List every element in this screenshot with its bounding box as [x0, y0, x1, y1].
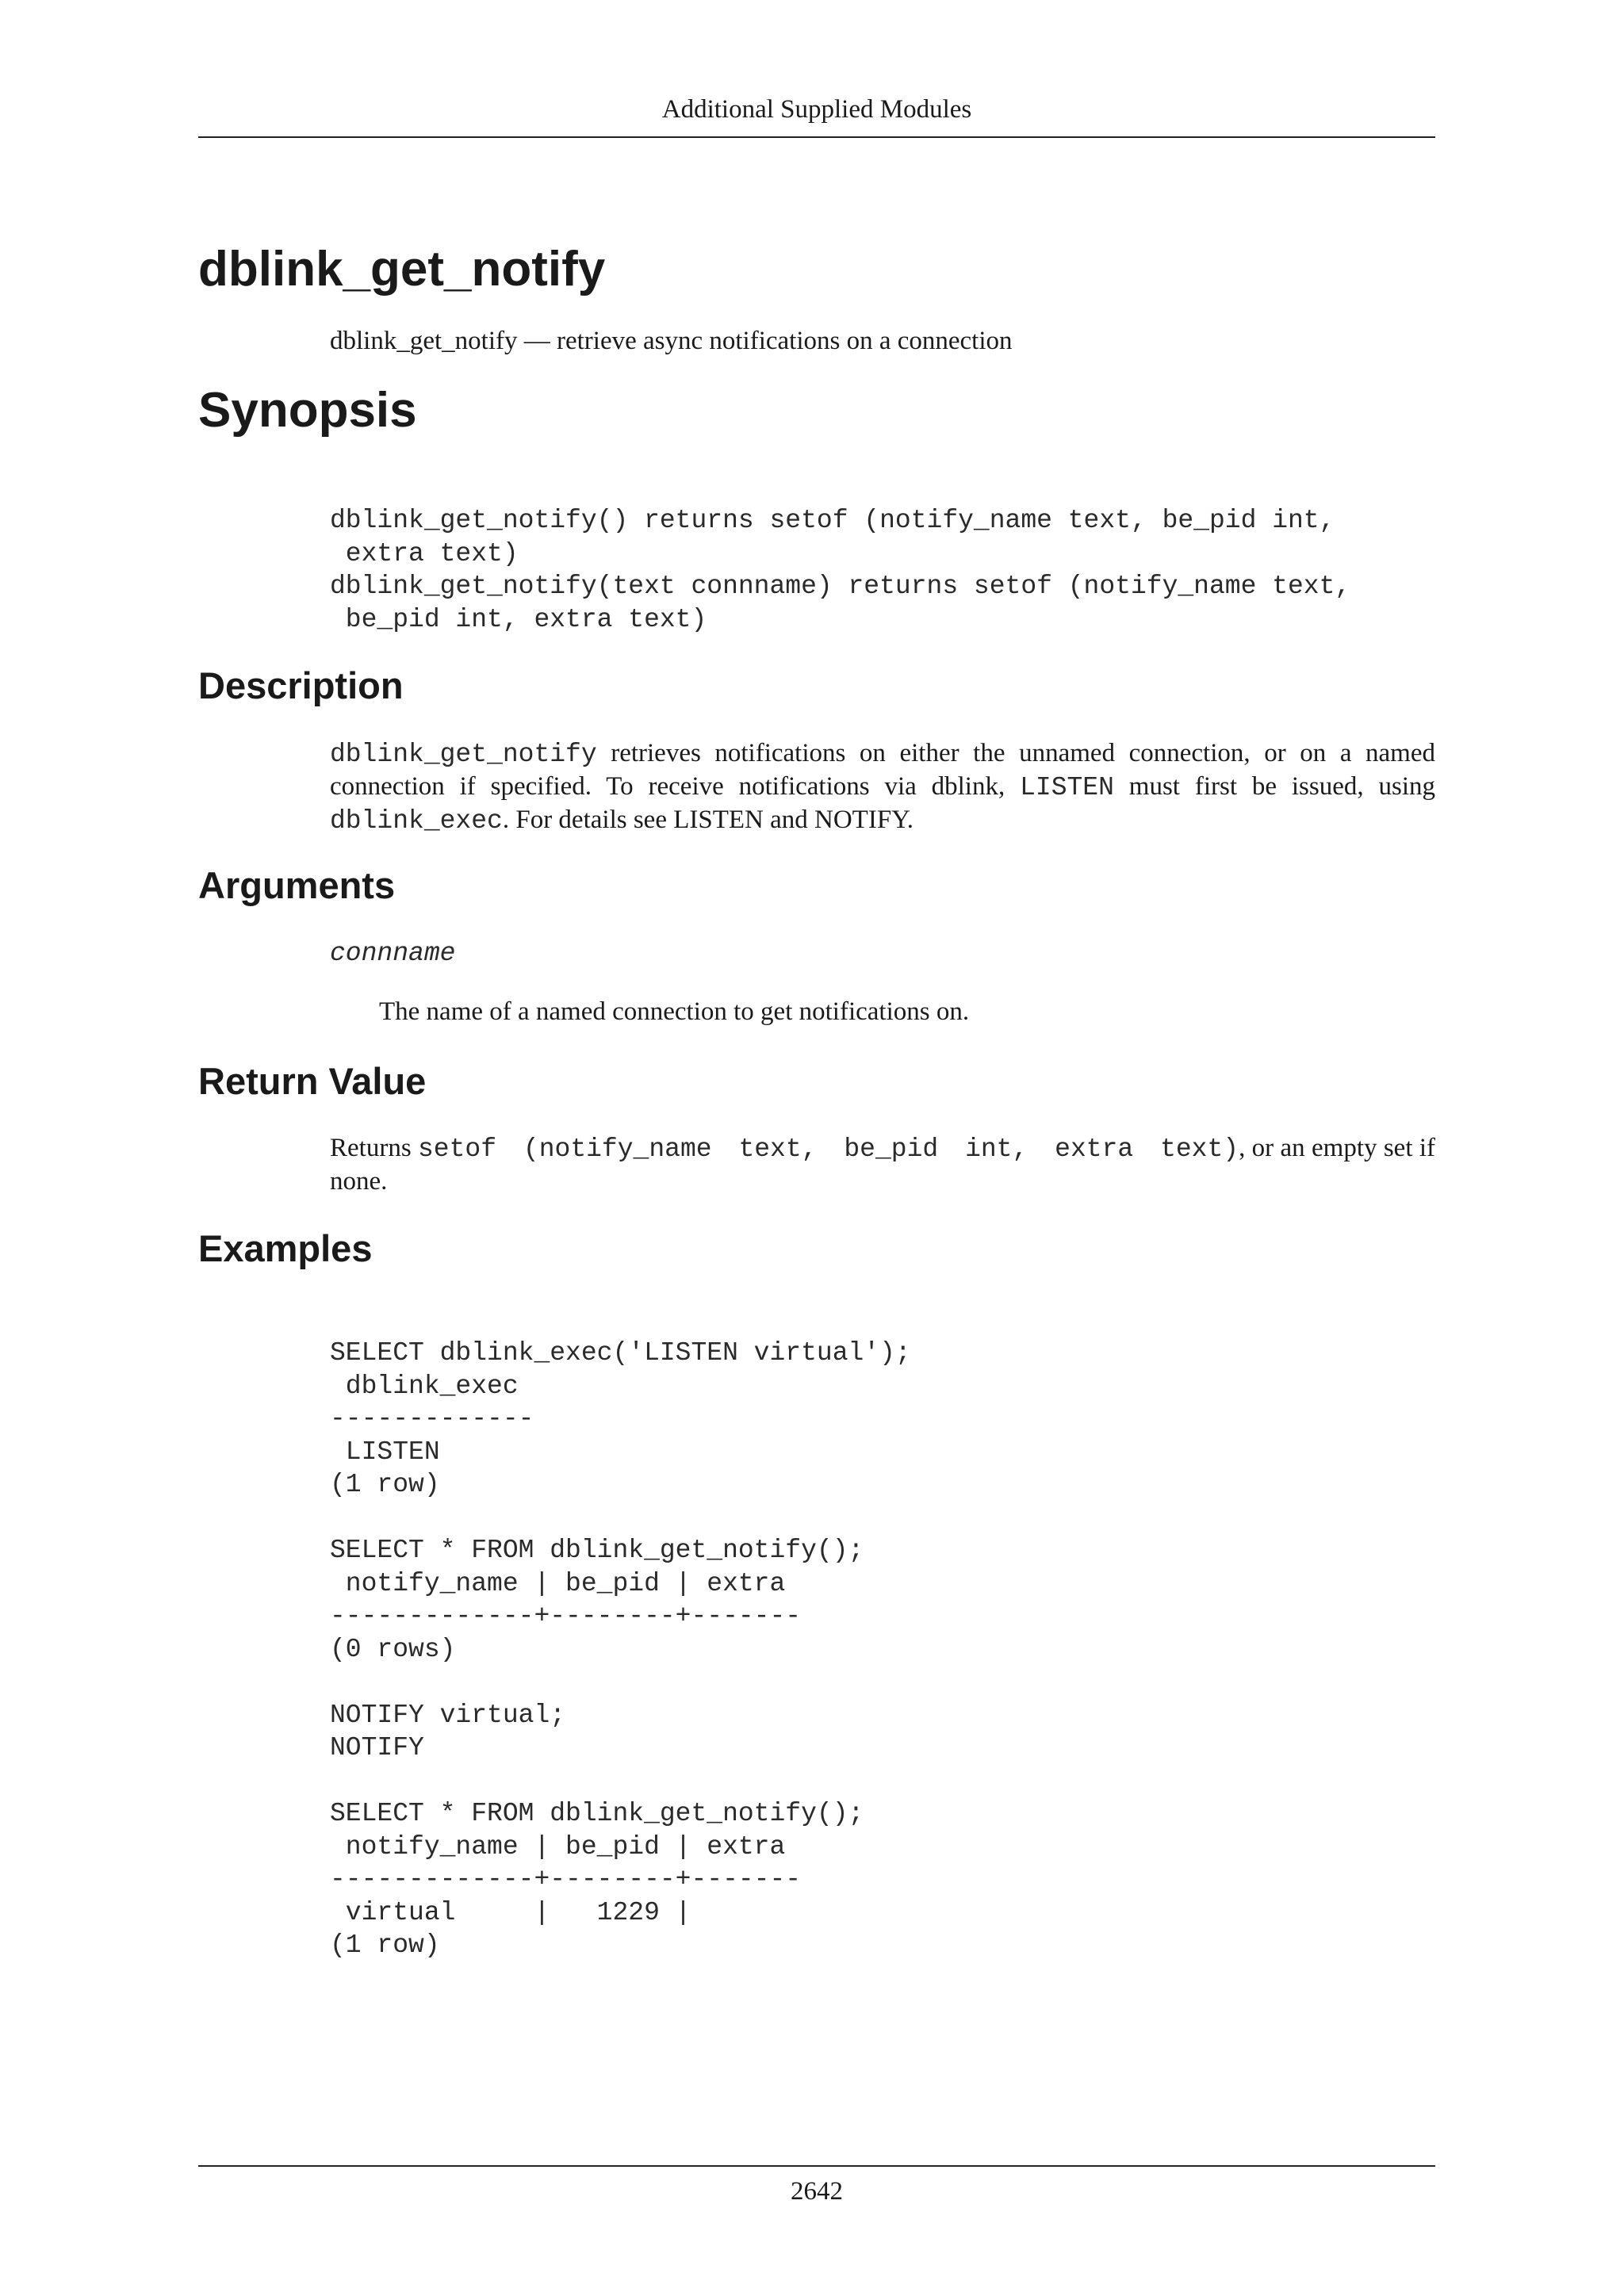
footer-rule [198, 2165, 1435, 2167]
examples-code: SELECT dblink_exec('LISTEN virtual'); dblink_exec ------------- LISTEN (1 row) SELECT * FROM dblink_get_notify(); notify_name | be_pid | extra -------------+--------+------- (0 rows) NOTIFY virtual; NOTIFY SELECT * FROM dblink_get_notify(); notify_name | be_pid | extra -------------+--------+------- virtual | 1229 | (1 row) [330, 1338, 911, 1960]
description-text-3: . For details see LISTEN and NOTIFY. [502, 806, 914, 834]
refentry-title: dblink_get_notify [198, 242, 606, 297]
return-value-heading: Return Value [198, 1060, 427, 1102]
listen-keyword: LISTEN [1020, 773, 1114, 802]
examples-heading: Examples [198, 1227, 373, 1269]
argument-term-connname: connname [330, 939, 456, 968]
return-text-1: Returns [330, 1134, 418, 1162]
header-rule [198, 136, 1435, 138]
description-function-name: dblink_get_notify [330, 740, 597, 769]
dblink-exec-function: dblink_exec [330, 806, 503, 836]
description-heading: Description [198, 664, 404, 706]
refentry-purpose [330, 325, 1435, 358]
purpose-text: — retrieve async notifications on a connection [517, 327, 1013, 355]
synopsis-heading: Synopsis [198, 383, 417, 438]
return-text-2: , or an empty set if none. [330, 1134, 1435, 1196]
page-number: 2642 [791, 2177, 843, 2206]
purpose-function-name: dblink_get_notify [330, 327, 518, 355]
return-type-code: setof (notify_name text, be_pid int, extra text) [418, 1135, 1239, 1164]
return-value-paragraph [330, 1132, 1435, 1198]
description-text-1: retrieves notifications on either the unnamed connection, or on a named connection if specified. To receive notifications via dblink, [330, 739, 1435, 801]
description-paragraph [330, 737, 1435, 837]
running-header: Additional Supplied Modules [661, 95, 972, 124]
arguments-heading: Arguments [198, 864, 396, 906]
description-text-2: must first be issued, using [1113, 772, 1435, 801]
synopsis-code: dblink_get_notify() returns setof (notify_name text, be_pid int, extra text) dblink_get_notify(text connname) returns setof (notify_name text, be_pid int, extra text) [330, 506, 1351, 634]
argument-definition: The name of a named connection to get notifications on. [379, 997, 970, 1026]
